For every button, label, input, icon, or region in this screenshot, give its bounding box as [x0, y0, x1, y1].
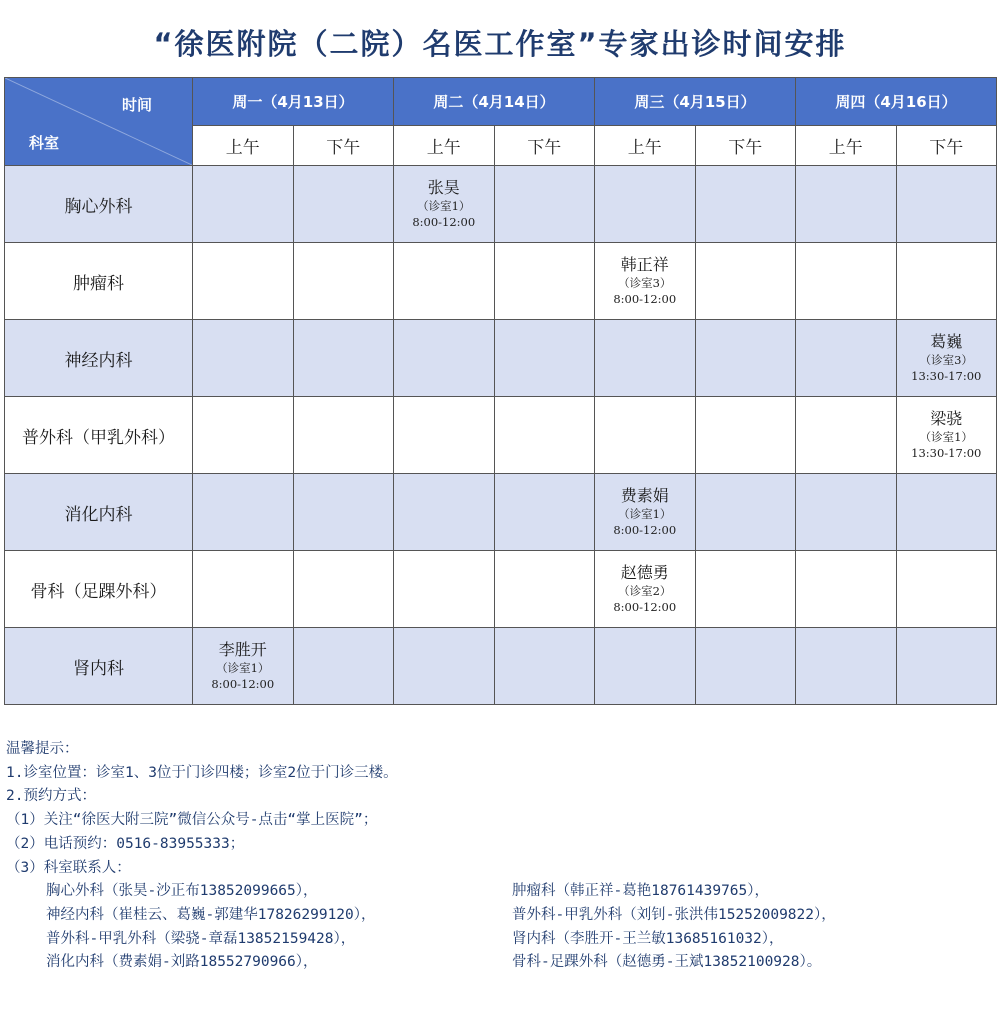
empty-slot-cell — [193, 397, 294, 474]
empty-slot-cell — [595, 320, 696, 397]
contact-item: 肿瘤科（韩正祥-葛艳18761439765）， — [512, 883, 770, 900]
contact-item: 消化内科（费素娟-刘路18552790966）， — [46, 954, 318, 971]
day-header: 周三（4月15日） — [595, 78, 796, 126]
empty-slot-cell — [896, 628, 997, 705]
empty-slot-cell — [896, 551, 997, 628]
empty-slot-cell — [796, 474, 897, 551]
empty-slot-cell — [796, 628, 897, 705]
schedule-table-container — [4, 77, 996, 705]
empty-slot-cell — [293, 474, 394, 551]
doctor-cell — [896, 320, 997, 397]
doctor-cell — [595, 243, 696, 320]
clinic-room: （诊室1） — [919, 430, 973, 444]
slot-header: 下午 — [896, 126, 997, 166]
clinic-hours: 8:00-12:00 — [613, 523, 677, 537]
clinic-room: （诊室3） — [919, 353, 973, 367]
empty-slot-cell — [494, 397, 595, 474]
clinic-room: （诊室1） — [216, 661, 270, 675]
dept-cell: 胸心外科 — [5, 166, 193, 243]
clinic-hours: 13:30-17:00 — [911, 446, 982, 460]
empty-slot-cell — [494, 628, 595, 705]
dept-cell: 肿瘤科 — [5, 243, 193, 320]
empty-slot-cell — [193, 320, 294, 397]
empty-slot-cell — [796, 243, 897, 320]
clinic-hours: 8:00-12:00 — [613, 292, 677, 306]
schedule-row — [5, 243, 997, 320]
schedule-row — [5, 474, 997, 551]
schedule-table — [4, 77, 997, 705]
notes-line: 2.预约方式： — [6, 788, 96, 805]
contact-item: 胸心外科（张昊-沙正布13852099665）， — [46, 883, 318, 900]
contact-item: 肾内科（李胜开-王兰敏13685161032）， — [512, 930, 784, 947]
empty-slot-cell — [695, 243, 796, 320]
doctor-cell — [896, 397, 997, 474]
empty-slot-cell — [896, 243, 997, 320]
corner-time-label: 时间 — [121, 96, 152, 114]
notes-heading: 温馨提示： — [6, 741, 79, 757]
doctor-name: 张昊 — [427, 178, 460, 197]
empty-slot-cell — [796, 320, 897, 397]
contact-item: 普外科-甲乳外科（刘钊-张洪伟15252009822）， — [512, 906, 836, 923]
clinic-room: （诊室1） — [417, 199, 471, 213]
doctor-cell — [595, 551, 696, 628]
dept-cell: 骨科（足踝外科） — [5, 551, 193, 628]
empty-slot-cell — [494, 320, 595, 397]
contact-list — [6, 880, 996, 975]
empty-slot-cell — [595, 628, 696, 705]
empty-slot-cell — [796, 166, 897, 243]
header-corner — [5, 78, 193, 166]
empty-slot-cell — [695, 628, 796, 705]
day-header: 周二（4月14日） — [394, 78, 595, 126]
empty-slot-cell — [193, 166, 294, 243]
schedule-row — [5, 166, 997, 243]
empty-slot-cell — [494, 551, 595, 628]
contact-item: 普外科-甲乳外科（梁骁-章磊13852159428）， — [46, 930, 356, 947]
empty-slot-cell — [293, 397, 394, 474]
empty-slot-cell — [193, 474, 294, 551]
clinic-hours: 8:00-12:00 — [412, 215, 476, 229]
empty-slot-cell — [293, 628, 394, 705]
doctor-name: 费素娟 — [620, 486, 669, 505]
dept-cell: 消化内科 — [5, 474, 193, 551]
empty-slot-cell — [695, 320, 796, 397]
clinic-hours: 13:30-17:00 — [911, 369, 982, 383]
schedule-row — [5, 320, 997, 397]
empty-slot-cell — [193, 551, 294, 628]
doctor-cell — [193, 628, 294, 705]
empty-slot-cell — [494, 243, 595, 320]
clinic-room: （诊室1） — [618, 507, 672, 521]
doctor-name: 葛巍 — [930, 332, 963, 351]
slot-header: 上午 — [193, 126, 294, 166]
slot-header: 下午 — [293, 126, 394, 166]
contact-item: 神经内科（崔桂云、葛巍-郭建华17826299120）， — [46, 906, 376, 923]
notes-line: 1.诊室位置：诊室1、3位于门诊四楼；诊室2位于门诊三楼。 — [6, 764, 398, 781]
empty-slot-cell — [394, 243, 495, 320]
doctor-name: 韩正祥 — [620, 255, 669, 274]
slot-header: 上午 — [595, 126, 696, 166]
empty-slot-cell — [293, 243, 394, 320]
corner-dept-label: 科室 — [29, 134, 60, 152]
empty-slot-cell — [394, 551, 495, 628]
day-header: 周一（4月13日） — [193, 78, 394, 126]
empty-slot-cell — [494, 474, 595, 551]
slot-header: 下午 — [695, 126, 796, 166]
empty-slot-cell — [595, 166, 696, 243]
notes-section — [6, 738, 996, 975]
doctor-name: 李胜开 — [218, 640, 267, 659]
empty-slot-cell — [394, 397, 495, 474]
doctor-name: 赵德勇 — [620, 563, 669, 582]
empty-slot-cell — [394, 628, 495, 705]
clinic-hours: 8:00-12:00 — [613, 600, 677, 614]
empty-slot-cell — [896, 474, 997, 551]
empty-slot-cell — [293, 166, 394, 243]
empty-slot-cell — [695, 474, 796, 551]
clinic-room: （诊室2） — [618, 584, 672, 598]
schedule-row — [5, 628, 997, 705]
notes-line: （3）科室联系人： — [6, 859, 131, 876]
empty-slot-cell — [193, 243, 294, 320]
notes-line: （1）关注“徐医大附三院”微信公众号-点击“掌上医院”； — [6, 812, 378, 829]
slot-header: 上午 — [394, 126, 495, 166]
dept-cell: 肾内科 — [5, 628, 193, 705]
empty-slot-cell — [695, 551, 796, 628]
empty-slot-cell — [896, 166, 997, 243]
page-title: “徐医附院（二院）名医工作室”专家出诊时间安排 — [153, 27, 847, 61]
empty-slot-cell — [293, 320, 394, 397]
dept-cell: 普外科（甲乳外科） — [5, 397, 193, 474]
schedule-row — [5, 551, 997, 628]
empty-slot-cell — [796, 397, 897, 474]
empty-slot-cell — [595, 397, 696, 474]
empty-slot-cell — [494, 166, 595, 243]
schedule-row — [5, 397, 997, 474]
empty-slot-cell — [695, 166, 796, 243]
empty-slot-cell — [394, 320, 495, 397]
contact-item: 骨科-足踝外科（赵德勇-王斌13852100928）。 — [512, 954, 822, 971]
doctor-cell — [595, 474, 696, 551]
dept-cell: 神经内科 — [5, 320, 193, 397]
day-header: 周四（4月16日） — [796, 78, 997, 126]
doctor-cell — [394, 166, 495, 243]
notes-line: （2）电话预约：0516-83955333； — [6, 835, 245, 852]
empty-slot-cell — [796, 551, 897, 628]
empty-slot-cell — [394, 474, 495, 551]
schedule-body — [5, 166, 997, 705]
slot-header: 上午 — [796, 126, 897, 166]
clinic-hours: 8:00-12:00 — [211, 677, 275, 691]
empty-slot-cell — [293, 551, 394, 628]
slot-header: 下午 — [494, 126, 595, 166]
clinic-room: （诊室3） — [618, 276, 672, 290]
doctor-name: 梁骁 — [930, 409, 963, 428]
empty-slot-cell — [695, 397, 796, 474]
